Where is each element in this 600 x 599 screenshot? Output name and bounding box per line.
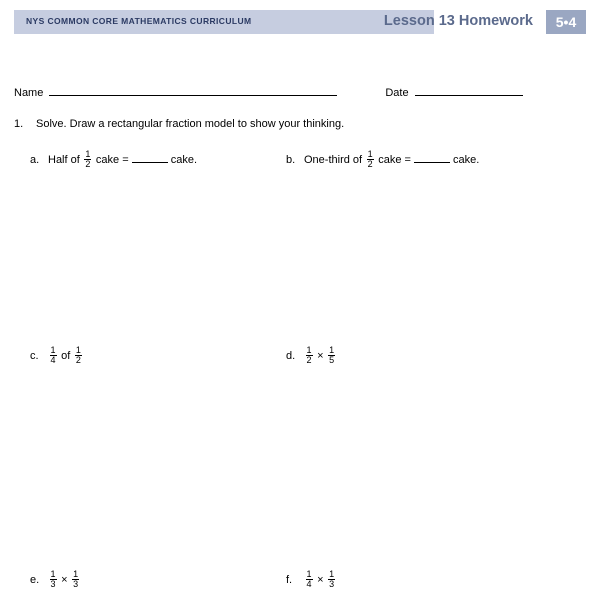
page-header xyxy=(14,10,586,34)
curriculum-banner-label: NYS COMMON CORE MATHEMATICS CURRICULUM xyxy=(26,16,252,26)
item-text: cake = xyxy=(92,153,132,166)
fraction-denominator: 4 xyxy=(50,354,56,365)
fraction xyxy=(72,570,79,590)
item-text: × xyxy=(314,573,327,586)
fraction-numerator: 1 xyxy=(75,344,81,355)
fraction-denominator: 2 xyxy=(85,158,91,169)
fraction-denominator: 4 xyxy=(306,578,312,589)
problem-instruction: Solve. Draw a rectangular fraction model to show your thinking. xyxy=(36,118,345,130)
name-label: Name xyxy=(14,87,44,99)
fraction xyxy=(328,570,335,590)
lesson-title: Lesson 13 Homework xyxy=(383,13,533,29)
item-text: cake = xyxy=(375,153,414,166)
fraction xyxy=(306,346,313,366)
fraction-denominator: 2 xyxy=(367,158,373,169)
item-d-letter: d. xyxy=(286,349,296,362)
fraction xyxy=(50,346,57,366)
fraction xyxy=(306,570,313,590)
fraction-numerator: 1 xyxy=(367,148,373,159)
fraction-numerator: 1 xyxy=(329,344,335,355)
answer-blank[interactable] xyxy=(414,151,450,163)
fraction-denominator: 2 xyxy=(75,354,81,365)
item-e-letter: e. xyxy=(30,573,40,586)
item-text: cake. xyxy=(449,153,480,166)
date-label: Date xyxy=(385,87,409,99)
item-e-body xyxy=(48,568,81,589)
item-f-body xyxy=(304,568,337,589)
item-c xyxy=(30,346,83,366)
item-text: of xyxy=(58,349,74,362)
fraction-numerator: 1 xyxy=(329,568,335,579)
fraction-numerator: 1 xyxy=(50,568,56,579)
fraction-numerator: 1 xyxy=(50,344,56,355)
fraction-denominator: 5 xyxy=(329,354,335,365)
item-c-letter: c. xyxy=(30,349,39,362)
item-b xyxy=(286,150,479,170)
fraction-numerator: 1 xyxy=(73,568,79,579)
fraction-denominator: 3 xyxy=(50,578,56,589)
date-input[interactable] xyxy=(415,84,523,96)
item-f-letter: f. xyxy=(286,573,293,586)
item-e xyxy=(30,570,81,590)
item-text: Half of xyxy=(48,153,83,166)
name-input[interactable] xyxy=(49,84,337,96)
item-f xyxy=(286,570,337,590)
fraction-denominator: 3 xyxy=(73,578,79,589)
fraction-denominator: 2 xyxy=(306,354,312,365)
item-d xyxy=(286,346,337,366)
fraction-numerator: 1 xyxy=(306,568,312,579)
problem-number: 1. xyxy=(14,118,24,130)
item-text: cake. xyxy=(167,153,198,166)
fraction-numerator: 1 xyxy=(306,344,312,355)
item-a xyxy=(30,150,197,170)
fraction xyxy=(75,346,82,366)
fraction xyxy=(84,150,91,170)
answer-blank[interactable] xyxy=(132,151,168,163)
item-c-body xyxy=(48,344,83,365)
fraction xyxy=(328,346,335,366)
item-text: × xyxy=(58,573,71,586)
fraction-numerator: 1 xyxy=(85,148,91,159)
item-a-letter: a. xyxy=(30,153,40,166)
item-a-body xyxy=(48,148,198,169)
item-text: × xyxy=(314,349,327,362)
item-b-body xyxy=(304,148,480,169)
item-text: One-third of xyxy=(304,153,366,166)
name-date-row xyxy=(14,84,586,99)
item-b-letter: b. xyxy=(286,153,296,166)
fraction xyxy=(367,150,374,170)
item-d-body xyxy=(304,344,337,365)
lesson-badge: 5•4 xyxy=(546,10,586,34)
fraction xyxy=(50,570,57,590)
fraction-denominator: 3 xyxy=(329,578,335,589)
